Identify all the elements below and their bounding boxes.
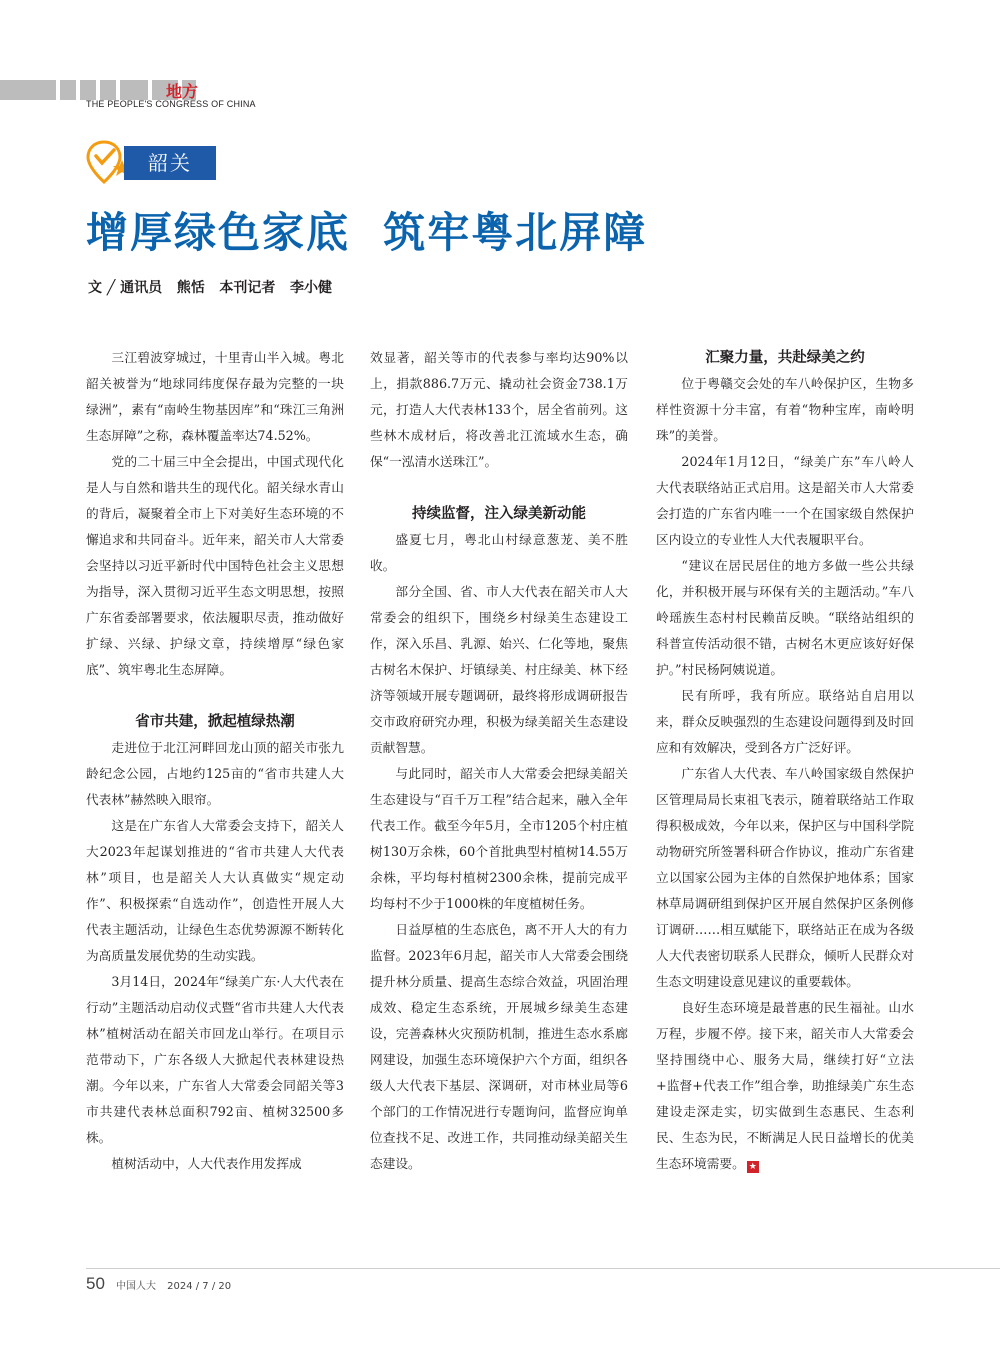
paragraph: 2024年1月12日，“绿美广东”车八岭人大代表联络站正式启用。这是韶关市人大常委会打造的广东省内唯一一个在国家级自然保护区内设立的专业性人大代表履职平台。 [656, 454, 914, 547]
paragraph: 部分全国、省、市人大代表在韶关市人大常委会的组织下，围绕乡村绿美生态建设工作，深入乐昌、乳源、始兴、仁化等地，聚焦古树名木保护、圩镇绿美、村庄绿美、林下经济等领域开展专题调研，最终将形成调研报告交市政府研究办理，积极为绿美韶关生态建设贡献智慧。 [370, 584, 628, 755]
paragraph-text: 良好生态环境是最普惠的民生福祉。山水万程，步履不停。接下来，韶关市人大常委会坚持围绕中心、服务大局，继续打好“立法+监督+代表工作”组合拳，助推绿美广东生态建设走深走实，切实做到生态惠民、生态利民、生态为民，不断满足人民日益增长的优美生态环境需要。 [656, 1000, 914, 1171]
page-footer [86, 1274, 231, 1294]
paragraph: 民有所呼，我有所应。联络站自启用以来，群众反映强烈的生态建设问题得到及时回应和有效解决，受到各方广泛好评。 [656, 688, 914, 755]
magazine-name: 中国人大 [116, 1281, 157, 1292]
final-paragraph [656, 995, 914, 1177]
article-byline: 文 ╱ 通讯员 熊恬 本刊记者 李小健 [88, 280, 333, 296]
footer-divider [86, 1268, 1000, 1269]
region-tag [86, 140, 218, 186]
paragraph: 日益厚植的生态底色，离不开人大的有力监督。2023年6月起，韶关市人大常委会围绕提升林分质量、提高生态综合效益，巩固治理成效、稳定生态系统，开展城乡绿美生态建设，完善森林火灾预防机制，推进生态水系廊网建设，加强生态环境保护六个方面，组织各级人大代表下基层、深调研，对市林业局等6个部门的工作情况进行专题询问，监督应询单位查找不足、改进工作，共同推动绿美韶关生态建设。 [370, 922, 628, 1171]
paragraph: 这是在广东省人大常委会支持下，韶关人大2023年起谋划推进的“省市共建人大代表林”项目，也是韶关人大认真做实“规定动作”、积极探索“自选动作”，创造性开展人大代表主题活动，让绿色生态优势源源不断转化为高质量发展优势的生动实践。 [86, 818, 344, 963]
paragraph: “建议在居民居住的地方多做一些公共绿化，并积极开展与环保有关的主题活动。”车八岭瑶族生态村村民赖苗反映。“联络站组织的科普宣传活动很不错，古树名木更应该好好保护。”村民杨阿姨说道。 [656, 558, 914, 677]
paragraph: 3月14日，2024年“绿美广东·人大代表在行动”主题活动启动仪式暨“省市共建人大代表林”植树活动在韶关市回龙山举行。在项目示范带动下，广东各级人大掀起代表林建设热潮。今年以来，广东省人大常委会同韶关等3市共建代表林总面积792亩、植树32500多株。 [86, 974, 344, 1145]
section-heading: 持续监督，注入绿美新动能 [412, 506, 586, 522]
paragraph: 位于粤赣交会处的车八岭保护区，生物多样性资源十分丰富，有着“物种宝库，南岭明珠”的美誉。 [656, 376, 914, 443]
region-name: 韶关 [124, 146, 216, 180]
section-label: 地方 [166, 82, 199, 101]
column-1 [86, 345, 344, 1177]
paragraph: 党的二十届三中全会提出，中国式现代化是人与自然和谐共生的现代化。韶关绿水青山的背后，凝聚着全市上下对美好生态环境的不懈追求和共同奋斗。近年来，韶关市人大常委会坚持以习近平新时代中国特色社会主义思想为指导，深入贯彻习近平生态文明思想，按照广东省委部署要求，依法履职尽责，推动做好扩绿、兴绿、护绿文章，持续增厚“绿色家底”、筑牢粤北生态屏障。 [86, 454, 344, 677]
section-heading: 汇聚力量，共赴绿美之约 [705, 350, 865, 366]
end-star-icon: ★ [748, 1162, 757, 1172]
column-3 [656, 345, 914, 1177]
column-2 [370, 345, 628, 1177]
issue-date: 2024 / 7 / 20 [167, 1281, 232, 1292]
paragraph: 盛夏七月，粤北山村绿意葱茏、美不胜收。 [370, 532, 628, 573]
paragraph: 三江碧波穿城过，十里青山半入城。粤北韶关被誉为“地球同纬度保存最为完整的一块绿洲”，素有“南岭生物基因库”和“珠江三角洲生态屏障”之称，森林覆盖率达74.52%。 [86, 350, 344, 443]
paragraph: 植树活动中，人大代表作用发挥成 [111, 1156, 302, 1171]
magazine-subtitle: THE PEOPLE'S CONGRESS OF CHINA [86, 99, 256, 109]
paragraph: 广东省人大代表、车八岭国家级自然保护区管理局局长束祖飞表示，随着联络站工作取得积极成效，今年以来，保护区与中国科学院动物研究所签署科研合作协议，推动广东省建立以国家公园为主体的自然保护地体系；国家林草局调研组到保护区开展自然保护区条例修订调研……相互赋能下，联络站正在成为各级人大代表密切联系人民群众，倾听人民群众对生态文明建设意见建议的重要载体。 [656, 766, 914, 989]
article-title: 增厚绿色家底 筑牢粤北屏障 [86, 208, 648, 257]
paragraph: 走进位于北江河畔回龙山顶的韶关市张九龄纪念公园，占地约125亩的“省市共建人大代表林”赫然映入眼帘。 [86, 740, 344, 807]
section-heading: 省市共建，掀起植绿热潮 [135, 714, 295, 730]
paragraph: 效显著，韶关等市的代表参与率均达90%以上，捐款886.7万元、撬动社会资金738.1万元，打造人大代表林133个，居全省前列。这些林木成材后，将改善北江流域水生态，确保“一泓清水送珠江”。 [370, 350, 628, 469]
page-number: 50 [86, 1274, 105, 1293]
paragraph: 与此同时，韶关市人大常委会把绿美韶关生态建设与“百千万工程”结合起来，融入全年代表工作。截至今年5月，全市1205个村庄植树130万余株，60个首批典型村植树14.55万余株，平均每村植树2300余株，提前完成平均每村不少于1000株的年度植树任务。 [370, 766, 628, 911]
